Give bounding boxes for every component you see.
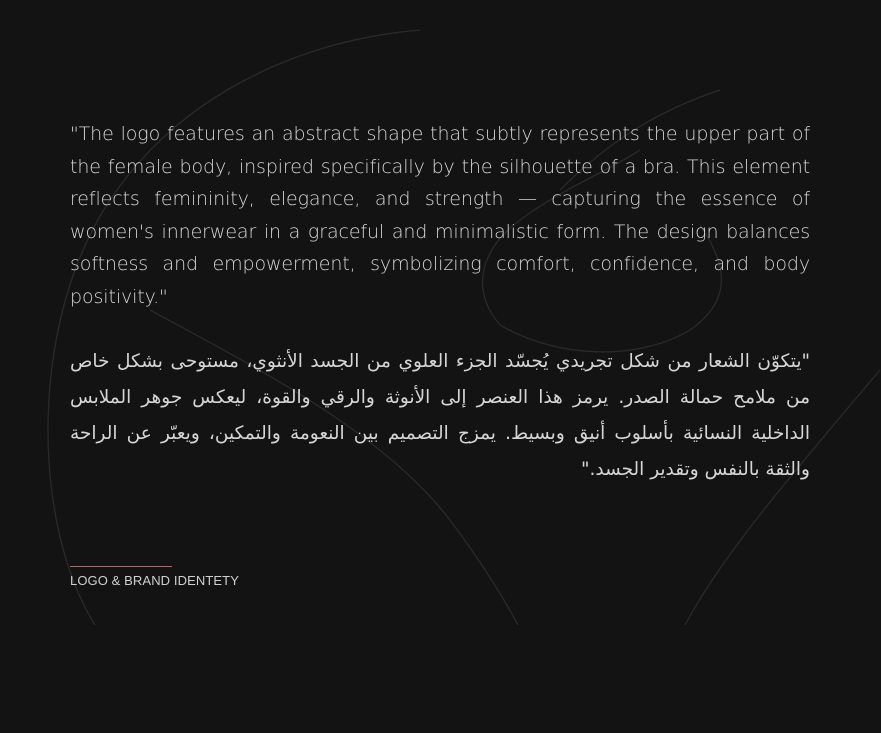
section-label: LOGO & BRAND IDENTETY	[70, 573, 239, 588]
section-label-block	[70, 566, 239, 588]
description-block	[70, 118, 810, 488]
arabic-description: "يتكوّن الشعار من شكل تجريدي يُجسّد الجزء العلوي من الجسد الأنثوي، مستوحى بشكل خاص من ملامح حمالة الصدر. يرمز هذا العنصر إلى الأنوثة والرقي والقوة، ليعكس جوهر الملابس الداخلية النسائية بأسلوب أنيق وبسيط. يمزج التصميم بين النعومة والتمكين، ويعبّر عن الراحة والثقة بالنفس وتقدير الجسد."	[70, 350, 810, 480]
label-divider	[70, 566, 172, 567]
english-description: "The logo features an abstract shape that subtly represents the upper part of the female body, inspired specifically by the silhouette of a bra. This element reflects femininity, elegance, and strength — capturing the essence of women's innerwear in a graceful and minimalistic form. The design balances softness and empowerment, symbolizing comfort, confidence, and body positivity."	[70, 123, 810, 308]
